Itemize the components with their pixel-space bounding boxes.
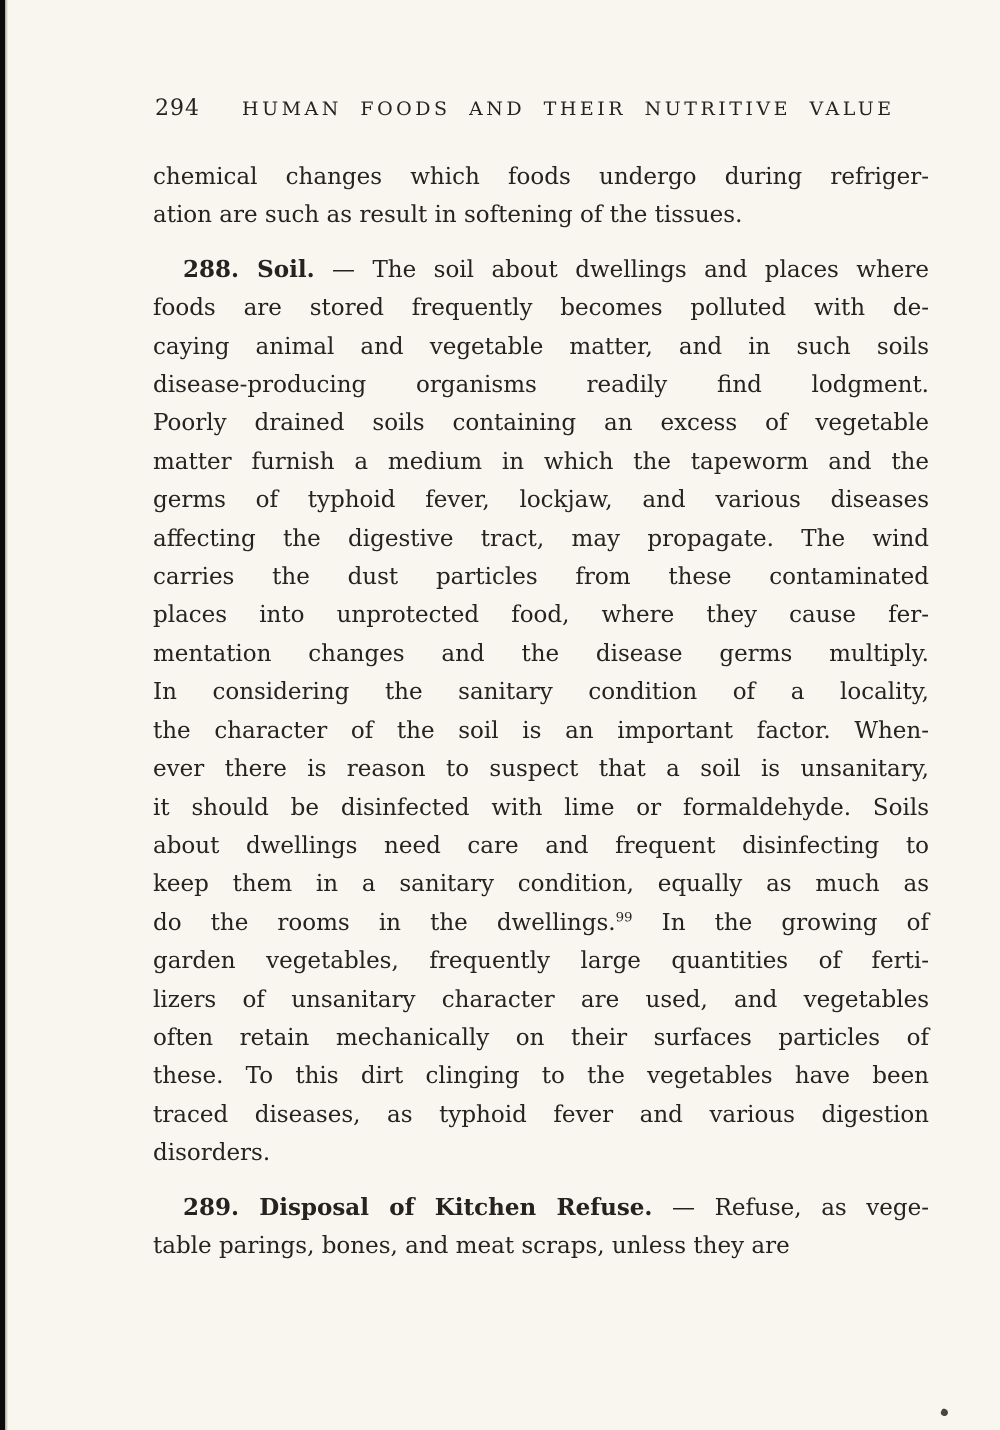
text-line: [153, 251, 929, 289]
text-line: [153, 596, 929, 634]
text-line: [153, 328, 929, 366]
body-text: traced diseases, as typhoid fever and various digestion: [153, 1101, 929, 1128]
body-text: Poorly drained soils containing an excess of vegetable: [153, 410, 929, 437]
body-text: about dwellings need care and frequent disinfecting to: [153, 832, 929, 859]
body-text: these. To this dirt clinging to the vegetables have been: [153, 1063, 929, 1090]
text-line: [153, 1096, 929, 1134]
page-header: [155, 96, 928, 121]
text-line: [153, 481, 929, 519]
body-text: — Refuse, as vege-: [652, 1194, 930, 1221]
text-line: [153, 520, 929, 558]
text-line: [153, 673, 929, 711]
body-text: disease-producing organisms readily find lodgment.: [153, 372, 929, 399]
body-text: — The soil about dwellings and places where: [314, 256, 930, 283]
paragraph: [153, 158, 929, 235]
body-text: the character of the soil is an important factor. When-: [153, 717, 929, 744]
running-title: HUMAN FOODS AND THEIR NUTRITIVE VALUE: [242, 98, 895, 120]
text-line: [153, 1057, 929, 1095]
text-line: [153, 404, 929, 442]
page-number: 294: [155, 96, 200, 121]
body-text: garden vegetables, frequently large quantities of ferti-: [153, 948, 929, 975]
body-text: chemical changes which foods undergo during refriger-: [153, 164, 929, 190]
body-text: germs of typhoid fever, lockjaw, and various diseases: [153, 487, 929, 514]
text-line: [153, 558, 929, 596]
scan-speck: [940, 1408, 949, 1417]
body-text: In considering the sanitary condition of a locality,: [153, 679, 929, 706]
text-line: [153, 827, 929, 865]
body-text: keep them in a sanitary condition, equally as much as: [153, 871, 929, 898]
text-line: [153, 196, 929, 234]
scan-edge: [0, 0, 5, 1430]
text-line: [153, 1019, 929, 1057]
section-heading-text: 289. Disposal of Kitchen Refuse.: [183, 1193, 653, 1221]
page-body: [153, 158, 929, 1265]
text-line: [153, 1227, 929, 1265]
body-text: table parings, bones, and meat scraps, unless they are: [153, 1232, 790, 1259]
body-text: places into unprotected food, where they cause fer-: [153, 602, 929, 629]
body-text: ation are such as result in softening of the tissues.: [153, 202, 743, 229]
text-line: [153, 904, 929, 942]
body-text: foods are stored frequently becomes polluted with de-: [153, 295, 929, 322]
body-text: it should be disinfected with lime or formaldehyde. Soils: [153, 794, 929, 821]
text-line: [153, 789, 929, 827]
body-text: disorders.: [153, 1140, 271, 1167]
body-text: In the growing of: [632, 909, 929, 936]
body-text: ever there is reason to suspect that a soil is unsanitary,: [153, 756, 929, 783]
section-heading-text: 288. Soil.: [183, 255, 315, 283]
body-text: matter furnish a medium in which the tapeworm and the: [153, 448, 929, 475]
body-text: caying animal and vegetable matter, and in such soils: [153, 333, 929, 360]
text-line: [153, 750, 929, 788]
text-line: [153, 635, 929, 673]
text-line: [153, 865, 929, 903]
text-line: [153, 443, 929, 481]
body-text: do the rooms in the dwellings.: [153, 909, 616, 936]
paragraph: [153, 1189, 929, 1266]
body-text: carries the dust particles from these contaminated: [153, 564, 929, 591]
text-line: [153, 366, 929, 404]
footnote-ref: 99: [615, 910, 633, 926]
text-line: [153, 1134, 929, 1172]
text-line: [153, 942, 929, 980]
paragraph: [153, 251, 929, 1173]
body-text: often retain mechanically on their surfaces particles of: [153, 1024, 929, 1051]
body-text: lizers of unsanitary character are used, and vegetables: [153, 986, 929, 1013]
text-line: [153, 981, 929, 1019]
body-text: mentation changes and the disease germs multiply.: [153, 640, 929, 667]
text-line: [153, 289, 929, 327]
text-line: [153, 1189, 929, 1227]
text-line: [153, 712, 929, 750]
body-text: affecting the digestive tract, may propagate. The wind: [153, 525, 929, 552]
text-line: [153, 158, 929, 196]
